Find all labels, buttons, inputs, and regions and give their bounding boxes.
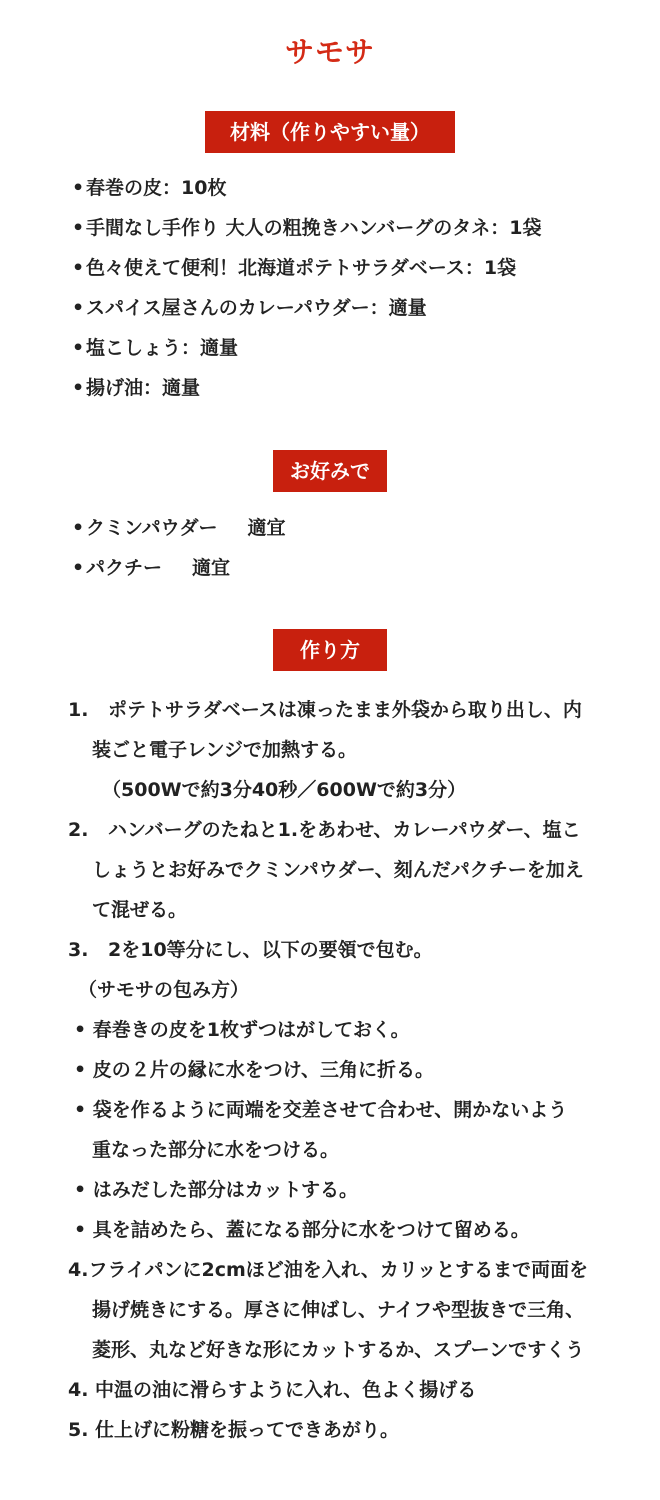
optional-item — [72, 508, 286, 548]
ingredient-item: • 色々使えて便利！北海道ポテトサラダベース：1袋 — [72, 248, 542, 288]
method-label: 作り方 — [273, 629, 387, 671]
step-3-line: 3. 2を10等分にし、以下の要領で包む。 — [68, 930, 608, 970]
ingredient-item: • 塩こしょう：適量 — [72, 328, 542, 368]
step-4-line: 4.フライパンに2cmほど油を入れ、カリッとするまで両面を — [68, 1259, 589, 1281]
ingredient-item: • 揚げ油：適量 — [72, 368, 542, 408]
ingredients-list — [72, 168, 542, 408]
optional-item-qty: 適宜 — [247, 517, 286, 539]
wrapping-bullet: • 袋を作るように両端を交差させて合わせ、開かないよう — [74, 1099, 568, 1121]
step-number: 1. — [68, 699, 89, 721]
step-4-line: 菱形、丸など好きな形にカットするか、スプーンですくう — [92, 1339, 585, 1361]
optional-item-qty: 適宜 — [192, 557, 231, 579]
wrapping-bullet: • 具を詰めたら、蓋になる部分に水をつけて留める。 — [74, 1219, 530, 1241]
wrapping-bullet: • 春巻きの皮を1枚ずつはがしておく。 — [74, 1019, 410, 1041]
step-number: 2. — [68, 819, 89, 841]
optional-item — [72, 548, 286, 588]
wrapping-bullet: • 皮の２片の縁に水をつけ、三角に折る。 — [74, 1059, 435, 1081]
step-2-line: 2. ハンバーグのたねと1.をあわせ、カレーパウダー、塩こ — [68, 810, 608, 850]
optional-list — [72, 508, 286, 588]
step-1-line: 装ごと電子レンジで加熱する。 — [92, 739, 358, 761]
step-5-line: 5. 仕上げに粉糖を振ってできあがり。 — [68, 1419, 400, 1441]
step-2-line: しょうとお好みでクミンパウダー、刻んだパクチーを加え — [92, 859, 584, 881]
step-4b-line: 4. 中温の油に滑らすように入れ、色よく揚げる — [68, 1379, 477, 1401]
optional-label: お好みで — [273, 450, 387, 492]
step-1-line: （500Wで約3分40秒／600Wで約3分） — [102, 779, 467, 801]
ingredient-item: • 手間なし手作り 大人の粗挽きハンバーグのタネ：1袋 — [72, 208, 542, 248]
ingredients-label: 材料（作りやすい量） — [205, 111, 455, 153]
optional-item-name: クミンパウダー — [86, 517, 218, 539]
method-steps — [68, 690, 608, 1450]
step-2-line: て混ぜる。 — [92, 899, 188, 921]
step-4-line: 揚げ焼きにする。厚さに伸ばし、ナイフや型抜きで三角、 — [92, 1299, 585, 1321]
recipe-title: サモサ — [284, 35, 375, 69]
optional-item-name: パクチー — [86, 557, 163, 579]
ingredient-item: • スパイス屋さんのカレーパウダー：適量 — [72, 288, 542, 328]
wrapping-subhead: （サモサの包み方） — [78, 979, 250, 1001]
step-1-line: 1. ポテトサラダベースは凍ったまま外袋から取り出し、内 — [68, 690, 608, 730]
wrapping-bullet-cont: 重なった部分に水をつける。 — [92, 1139, 340, 1161]
step-number: 3. — [68, 939, 89, 961]
ingredient-item: • 春巻の皮：10枚 — [72, 168, 542, 208]
wrapping-bullet: • はみだした部分はカットする。 — [74, 1179, 359, 1201]
